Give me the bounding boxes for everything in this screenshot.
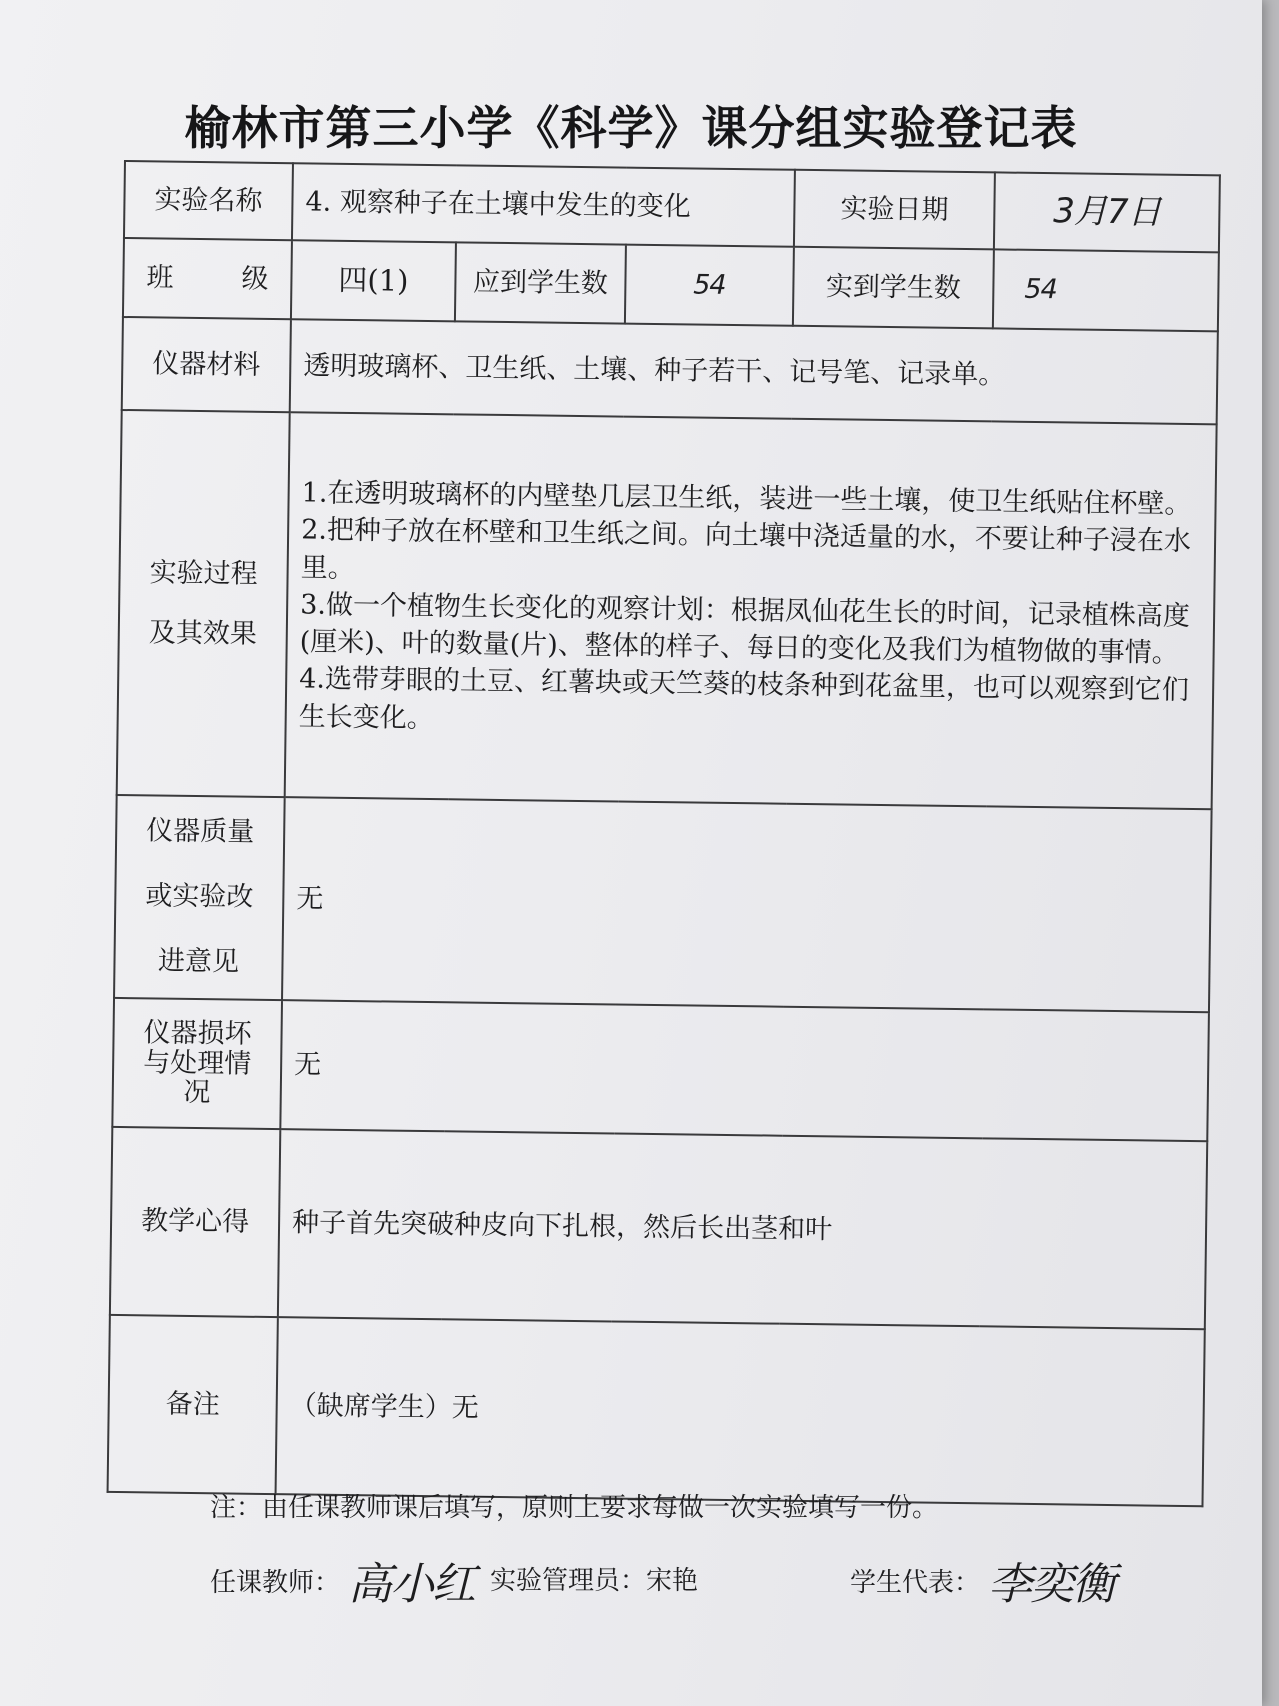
student-rep-name: 李奕衡 [988,1559,1115,1610]
experiment-name-value: 4. 观察种子在土壤中发生的变化 [292,163,795,247]
expected-students-value: 54 [625,245,794,326]
admin-name: 宋艳 [646,1566,699,1596]
experiment-date-label: 实验日期 [794,170,995,250]
class-label-char-1: 班 [146,262,174,294]
row-quality [114,795,1212,1012]
damage-label [112,998,282,1130]
materials-value: 透明玻璃杯、卫生纸、土壤、种子若干、记号笔、记录单。 [290,319,1218,424]
footer-note: 注：由任课教师课后填写，原则上要求每做一次实验填写一份。 [210,1493,939,1523]
actual-students-value: 54 [993,249,1219,331]
experiment-name-label: 实验名称 [124,161,293,240]
process-steps [285,412,1217,809]
expected-students-label: 应到学生数 [455,242,626,323]
damage-label-line-2: 与处理情 [142,1046,252,1080]
class-label-char-2: 级 [241,263,269,295]
quality-label-line-3: 进意见 [157,945,240,978]
process-label [117,410,290,797]
teacher-label: 任课教师： [210,1567,341,1598]
teacher-signature [210,1548,474,1612]
quality-label-line-2: 或实验改 [145,880,254,913]
remarks-value: （缺席学生）无 [276,1317,1205,1506]
row-process [117,410,1217,809]
class-label [123,238,292,319]
process-step: 4.选带芽眼的土豆、红薯块或天竺葵的枝条种到花盆里，也可以观察到它们生长变化。 [298,663,1190,734]
experiment-date-value: 3月7日 [994,172,1220,252]
student-rep-signature [850,1548,1114,1612]
row-class [123,238,1219,331]
quality-label-line-1: 仪器质量 [146,815,255,848]
actual-students-label: 实到学生数 [793,247,994,329]
student-rep-label: 学生代表： [850,1567,981,1598]
insight-value: 种子首先突破种皮向下扎根，然后长出茎和叶 [278,1129,1207,1329]
row-materials [122,317,1218,425]
quality-label [114,795,285,1000]
teacher-name: 高小红 [348,1559,475,1610]
materials-label: 仪器材料 [122,317,291,412]
admin-label: 实验管理员： [490,1566,647,1596]
form-title: 榆林市第三小学《科学》课分组实验登记表 [184,101,1078,155]
process-step: 2.把种子放在杯壁和卫生纸之间。向土壤中浇适量的水，不要让种子浸在水里。 [300,514,1192,584]
damage-label-line-3: 况 [183,1077,211,1109]
process-label-line-1: 实验过程 [149,557,258,591]
registration-table [107,160,1221,1507]
row-insight [110,1127,1207,1329]
damage-value: 无 [280,1000,1209,1142]
admin-signature [490,1560,698,1597]
class-value: 四(1) [291,240,456,321]
process-step: 3.做一个植物生长变化的观察计划：根据凤仙花生长的时间，记录植株高度(厘米)、叶的数量(片)、整体的样子、每日的变化及我们为植物做的事情。 [299,589,1191,670]
row-damage [112,998,1209,1142]
damage-label-line-1: 仪器损坏 [143,1017,252,1050]
process-label-line-2: 及其效果 [148,616,258,650]
remarks-label: 备注 [108,1315,278,1495]
process-step: 1.在透明玻璃杯的内壁垫几层卫生纸，装进一些土壤，使卫生纸贴住杯壁。 [301,477,1192,521]
insight-label: 教学心得 [110,1127,280,1317]
quality-value: 无 [282,797,1212,1012]
row-remarks [108,1315,1205,1507]
row-experiment-name [124,161,1220,252]
